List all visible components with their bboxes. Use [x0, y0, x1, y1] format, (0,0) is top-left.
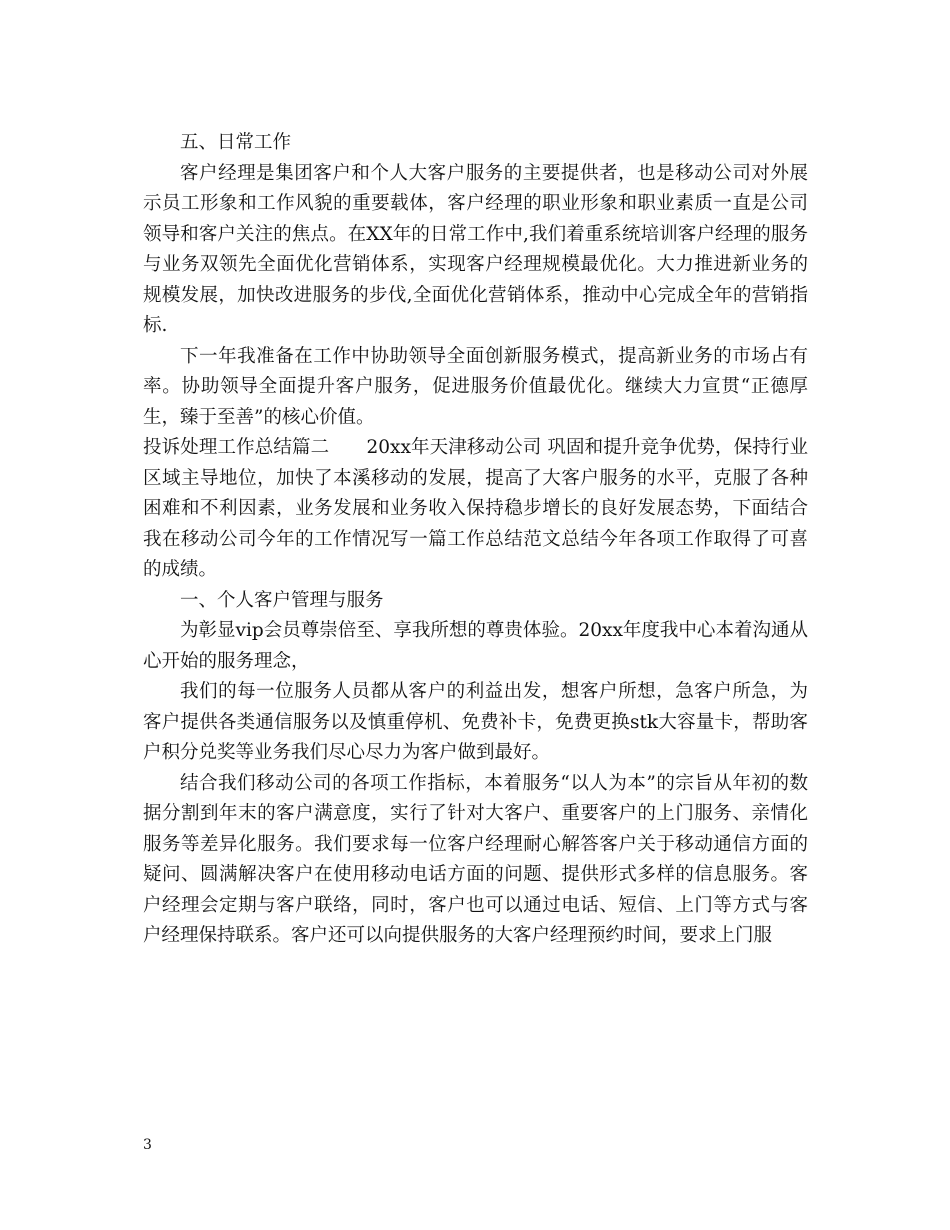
paragraph-summary-part-two: 投诉处理工作总结篇二 20xx年天津移动公司 巩固和提升竞争优势，保持行业区域主导地位，加快了本溪移动的发展，提高了大客户服务的水平，克服了各种困难和不利因素，业务发展和业务收入保持稳步增长的良好发展态势，下面结合我在移动公司今年的工作情况写一篇工作总结范文总结今年各项工作取得了可喜的成绩。	[143, 437, 808, 580]
page-number: 3	[143, 1137, 152, 1153]
document-body	[143, 128, 808, 952]
paragraph-next-year-plan: 下一年我准备在工作中协助领导全面创新服务模式，提高新业务的市场占有率。协助领导全面提升客户服务，促进服务价值最优化。继续大力宣贯“正德厚生，臻于至善”的核心价值。	[143, 345, 808, 428]
paragraph-section-heading-personal-customers: 一、个人客户管理与服务	[180, 589, 384, 611]
paragraph-service-staff: 我们的每一位服务人员都从客户的利益出发，想客户所想，急客户所急，为客户提供各类通信服务以及慎重停机、免费补卡，免费更换stk大容量卡，帮助客户积分兑奖等业务我们尽心尽力为客户做到最好。	[143, 681, 808, 763]
paragraph-work-indicators: 结合我们移动公司的各项工作指标，本着服务“以人为本”的宗旨从年初的数据分割到年末的客户满意度，实行了针对大客户、重要客户的上门服务、亲情化服务等差异化服务。我们要求每一位客户经理耐心解答客户关于移动通信方面的疑问、圆满解决客户在使用移动电话方面的问题、提供形式多样的信息服务。客户经理会定期与客户联络，同时，客户也可以通过电话、短信、上门等方式与客户经理保持联系。客户还可以向提供服务的大客户经理预约时间，要求上门服	[143, 772, 808, 946]
paragraph-section-heading-daily-work: 五、日常工作	[180, 132, 292, 153]
paragraph-vip-experience: 为彰显vip会员尊崇倍至、享我所想的尊贵体验。20xx年度我中心本着沟通从心开始的服务理念，	[143, 620, 808, 672]
paragraph-account-manager-role: 客户经理是集团客户和个人大客户服务的主要提供者，也是移动公司对外展示员工形象和工作风貌的重要载体，客户经理的职业形象和职业素质一直是公司领导和客户关注的焦点。在XX年的日常工作中,我们着重系统培训客户经理的服务与业务双领先全面优化营销体系，实现客户经理规模最优化。大力推进新业务的规模发展，加快改进服务的步伐,全面优化营销体系，推动中心完成全年的营销指标.	[143, 162, 808, 336]
